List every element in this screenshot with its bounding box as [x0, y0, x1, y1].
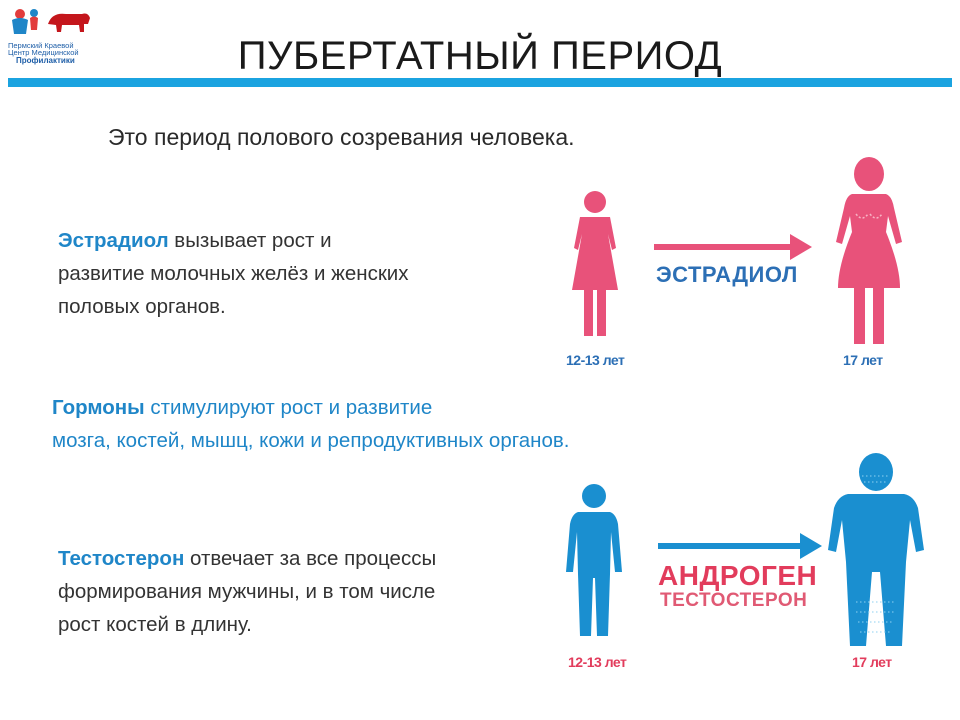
androgen-arrow-label: АНДРОГЕН — [658, 560, 818, 591]
testosterone-text-3: рост костей в длину. — [58, 613, 252, 636]
svg-text:Центр Медицинской: Центр Медицинской — [8, 48, 79, 57]
androgen-arrow-icon — [658, 533, 824, 559]
woman-figure-icon — [826, 156, 912, 348]
female-age-end: 17 лет — [843, 352, 883, 368]
female-age-start: 12-13 лет — [566, 352, 625, 368]
hormones-text-1: стимулируют рост и развитие — [144, 396, 433, 419]
hormones-text-2: мозга, костей, мышц, кожи и репродуктивных органов. — [52, 429, 570, 452]
hormones-paragraph — [52, 391, 712, 457]
hormones-keyword: Гормоны — [52, 396, 145, 419]
man-figure-icon — [826, 452, 926, 650]
male-age-start: 12-13 лет — [568, 654, 627, 670]
testosterone-text-1: отвечает за все процессы — [184, 547, 437, 570]
estradiol-keyword: Эстрадиол — [58, 229, 169, 252]
testosterone-paragraph — [58, 542, 528, 641]
svg-text:Пермский Краевой: Пермский Краевой — [8, 41, 74, 50]
testosterone-text-2: формирования мужчины, и в том числе — [58, 580, 436, 603]
estradiol-arrow-label: ЭСТРАДИОЛ — [656, 262, 798, 287]
testosterone-keyword: Тестостерон — [58, 547, 185, 570]
svg-text:Профилактики: Профилактики — [16, 56, 75, 65]
male-age-end: 17 лет — [852, 654, 892, 670]
estradiol-text-1: вызывает рост и — [168, 229, 332, 252]
girl-figure-icon — [560, 190, 630, 340]
boy-figure-icon — [562, 484, 626, 640]
testosterone-arrow-sublabel: ТЕСТОСТЕРОН — [660, 590, 808, 611]
page-title: ПУБЕРТАТНЫЙ ПЕРИОД — [237, 34, 723, 78]
estradiol-arrow-icon — [654, 234, 814, 260]
estradiol-text-3: половых органов. — [58, 295, 226, 318]
estradiol-paragraph — [58, 224, 508, 323]
estradiol-text-2: развитие молочных желёз и женских — [58, 262, 409, 285]
intro-text: Это период полового созревания человека. — [108, 124, 575, 150]
title-underline — [8, 78, 952, 87]
